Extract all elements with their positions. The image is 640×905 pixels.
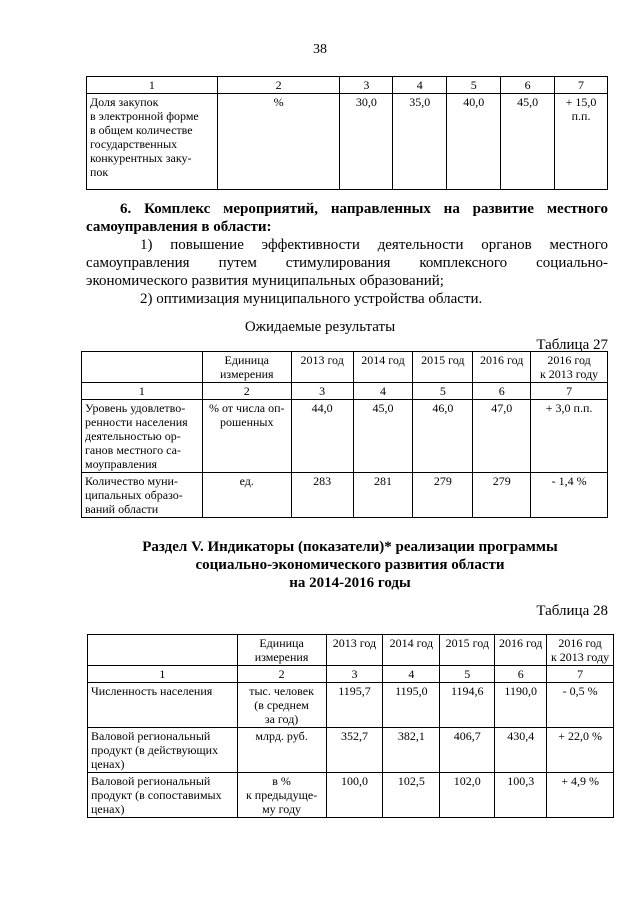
row-name-line: в общем количестве xyxy=(90,123,193,137)
row-value-2016: 430,4 xyxy=(495,728,547,773)
row-name xyxy=(88,683,238,728)
row-value-2013: 100,0 xyxy=(326,773,383,818)
col-number: 1 xyxy=(82,383,203,400)
col-number: 6 xyxy=(501,77,555,94)
row-unit xyxy=(237,728,326,773)
table-row xyxy=(87,94,608,190)
row-value-2015: 102,0 xyxy=(440,773,495,818)
row-value-2014: 35,0 xyxy=(393,94,447,190)
row-change: + 4,9 % xyxy=(547,773,614,818)
row-change: - 0,5 % xyxy=(547,683,614,728)
row-unit-line: ед. xyxy=(239,474,254,488)
section6-item1-line3: экономического развития муниципальных образований; xyxy=(86,273,444,289)
row-name-line: ганов местного са- xyxy=(85,443,181,457)
row-name-line: конкурентных заку- xyxy=(90,151,192,165)
row-value-2016: 45,0 xyxy=(501,94,555,190)
row-name-line: продукт (в сопоставимых xyxy=(91,788,222,802)
row-value-2014: 281 xyxy=(353,473,413,518)
row-unit-line: в % xyxy=(272,774,291,788)
row-name-line: ренности населения xyxy=(85,415,188,429)
row-unit-line: за год) xyxy=(264,712,299,726)
row-unit-line: тыс. человек xyxy=(249,684,314,698)
header-change xyxy=(531,352,608,383)
table-top xyxy=(86,76,608,190)
table-top-header-row xyxy=(87,77,608,94)
header-2013: 2013 год xyxy=(326,635,383,666)
col-number: 2 xyxy=(202,383,291,400)
row-unit xyxy=(202,473,291,518)
col-number: 7 xyxy=(531,383,608,400)
row-value-2016: 1190,0 xyxy=(495,683,547,728)
row-name-line: ценах) xyxy=(91,757,125,771)
row-unit-line: млрд. руб. xyxy=(255,729,308,743)
row-name-line: в электронной форме xyxy=(90,109,199,123)
row-value-2016: 100,3 xyxy=(495,773,547,818)
col-number: 3 xyxy=(291,383,353,400)
row-name-line: пок xyxy=(90,165,109,179)
row-unit xyxy=(237,683,326,728)
row-name xyxy=(88,728,238,773)
table28-caption: Таблица 28 xyxy=(536,603,608,619)
row-unit: % xyxy=(217,94,340,190)
row-name-line: деятельностью ор- xyxy=(85,429,181,443)
row-unit-line: му году xyxy=(262,802,302,816)
table27-header-row xyxy=(82,352,608,383)
header-unit xyxy=(237,635,326,666)
table28 xyxy=(87,634,614,818)
table27-number-row xyxy=(82,383,608,400)
col-number: 5 xyxy=(440,666,495,683)
table-row xyxy=(88,728,614,773)
section5-heading-line2: социально-экономического развития области xyxy=(195,557,505,573)
row-change: - 1,4 % xyxy=(531,473,608,518)
row-unit-line: к предыдуще- xyxy=(245,788,318,802)
row-unit-line: % от числа оп- xyxy=(208,401,285,415)
row-value-2013: 1195,7 xyxy=(326,683,383,728)
col-number: 7 xyxy=(547,666,614,683)
header-line: Единица xyxy=(224,353,269,367)
table-row xyxy=(88,773,614,818)
table28-header-row xyxy=(88,635,614,666)
row-value-2013: 352,7 xyxy=(326,728,383,773)
col-number: 6 xyxy=(473,383,531,400)
row-value-2015: 46,0 xyxy=(413,400,473,473)
row-unit-line: (в среднем xyxy=(254,698,309,712)
row-name-line: Численность населения xyxy=(91,684,213,698)
row-value-2015: 279 xyxy=(413,473,473,518)
col-number: 4 xyxy=(393,77,447,94)
table-row xyxy=(88,683,614,728)
row-name xyxy=(88,773,238,818)
section6-item2: 2) оптимизация муниципального устройства области. xyxy=(140,291,483,307)
col-number: 4 xyxy=(353,383,413,400)
row-change: + 3,0 п.п. xyxy=(531,400,608,473)
row-value-2015: 1194,6 xyxy=(440,683,495,728)
header-empty xyxy=(88,635,238,666)
header-unit xyxy=(202,352,291,383)
col-number: 2 xyxy=(217,77,340,94)
table27 xyxy=(81,351,608,518)
header-line: 2016 год xyxy=(558,636,602,650)
row-value-2014: 102,5 xyxy=(383,773,440,818)
row-name-line: государственных xyxy=(90,137,178,151)
header-change xyxy=(547,635,614,666)
row-name xyxy=(82,473,203,518)
header-2014: 2014 год xyxy=(353,352,413,383)
expected-results-title: Ожидаемые результаты xyxy=(244,319,396,335)
row-change: + 15,0 п.п. xyxy=(555,94,608,190)
row-name-line: Количество муни- xyxy=(85,474,178,488)
header-empty xyxy=(82,352,203,383)
row-unit-line: рошенных xyxy=(220,415,274,429)
header-2014: 2014 год xyxy=(383,635,440,666)
header-2016: 2016 год xyxy=(473,352,531,383)
page-number: 38 xyxy=(313,42,327,57)
header-line: Единица xyxy=(259,636,304,650)
header-line: измерения xyxy=(219,367,274,381)
row-name-line: ципальных образо- xyxy=(85,488,183,502)
col-number: 2 xyxy=(237,666,326,683)
table-row xyxy=(82,400,608,473)
row-name-line: моуправления xyxy=(85,457,158,471)
table28-number-row xyxy=(88,666,614,683)
section5-heading-line1: Раздел V. Индикаторы (показатели)* реализации программы xyxy=(142,539,558,555)
row-name-line: Доля закупок xyxy=(90,95,159,109)
col-number: 6 xyxy=(495,666,547,683)
header-2013: 2013 год xyxy=(291,352,353,383)
row-value-2015: 406,7 xyxy=(440,728,495,773)
col-number: 4 xyxy=(383,666,440,683)
row-change: + 22,0 % xyxy=(547,728,614,773)
col-number: 7 xyxy=(555,77,608,94)
col-number: 5 xyxy=(413,383,473,400)
col-number: 1 xyxy=(88,666,238,683)
col-number: 5 xyxy=(447,77,501,94)
row-value-2014: 382,1 xyxy=(383,728,440,773)
header-line: к 2013 году xyxy=(539,367,599,381)
table27-caption: Таблица 27 xyxy=(536,337,608,353)
col-number: 3 xyxy=(340,77,393,94)
row-value-2013: 283 xyxy=(291,473,353,518)
section6-item1-line2: самоуправления путем стимулирования комплексного социально- xyxy=(86,255,608,271)
section6-heading-line2: самоуправления в области: xyxy=(86,219,272,235)
col-number: 3 xyxy=(326,666,383,683)
row-name xyxy=(87,94,218,190)
header-2015: 2015 год xyxy=(413,352,473,383)
section5-heading-line3: на 2014-2016 годы xyxy=(289,575,411,591)
row-name-line: Валовой региональный xyxy=(91,774,211,788)
row-unit xyxy=(202,400,291,473)
row-value-2015: 40,0 xyxy=(447,94,501,190)
row-name-line: ваний области xyxy=(85,502,159,516)
row-name-line: ценах) xyxy=(91,802,125,816)
row-name-line: Валовой региональный xyxy=(91,729,211,743)
header-line: измерения xyxy=(254,650,309,664)
row-value-2013: 44,0 xyxy=(291,400,353,473)
header-line: к 2013 году xyxy=(550,650,610,664)
row-value-2016: 279 xyxy=(473,473,531,518)
row-value-2014: 1195,0 xyxy=(383,683,440,728)
row-unit xyxy=(237,773,326,818)
header-2015: 2015 год xyxy=(440,635,495,666)
table-row xyxy=(82,473,608,518)
row-value-2014: 45,0 xyxy=(353,400,413,473)
header-line: 2016 год xyxy=(547,353,591,367)
row-value-2016: 47,0 xyxy=(473,400,531,473)
row-name xyxy=(82,400,203,473)
header-2016: 2016 год xyxy=(495,635,547,666)
col-number: 1 xyxy=(87,77,218,94)
section6-item1-line1: 1) повышение эффективности деятельности органов местного xyxy=(140,237,608,253)
row-name-line: продукт (в действующих xyxy=(91,743,219,757)
row-name-line: Уровень удовлетво- xyxy=(85,401,186,415)
section6-heading-line1: 6. Комплекс мероприятий, направленных на развитие местного xyxy=(120,201,608,217)
row-value-2013: 30,0 xyxy=(340,94,393,190)
